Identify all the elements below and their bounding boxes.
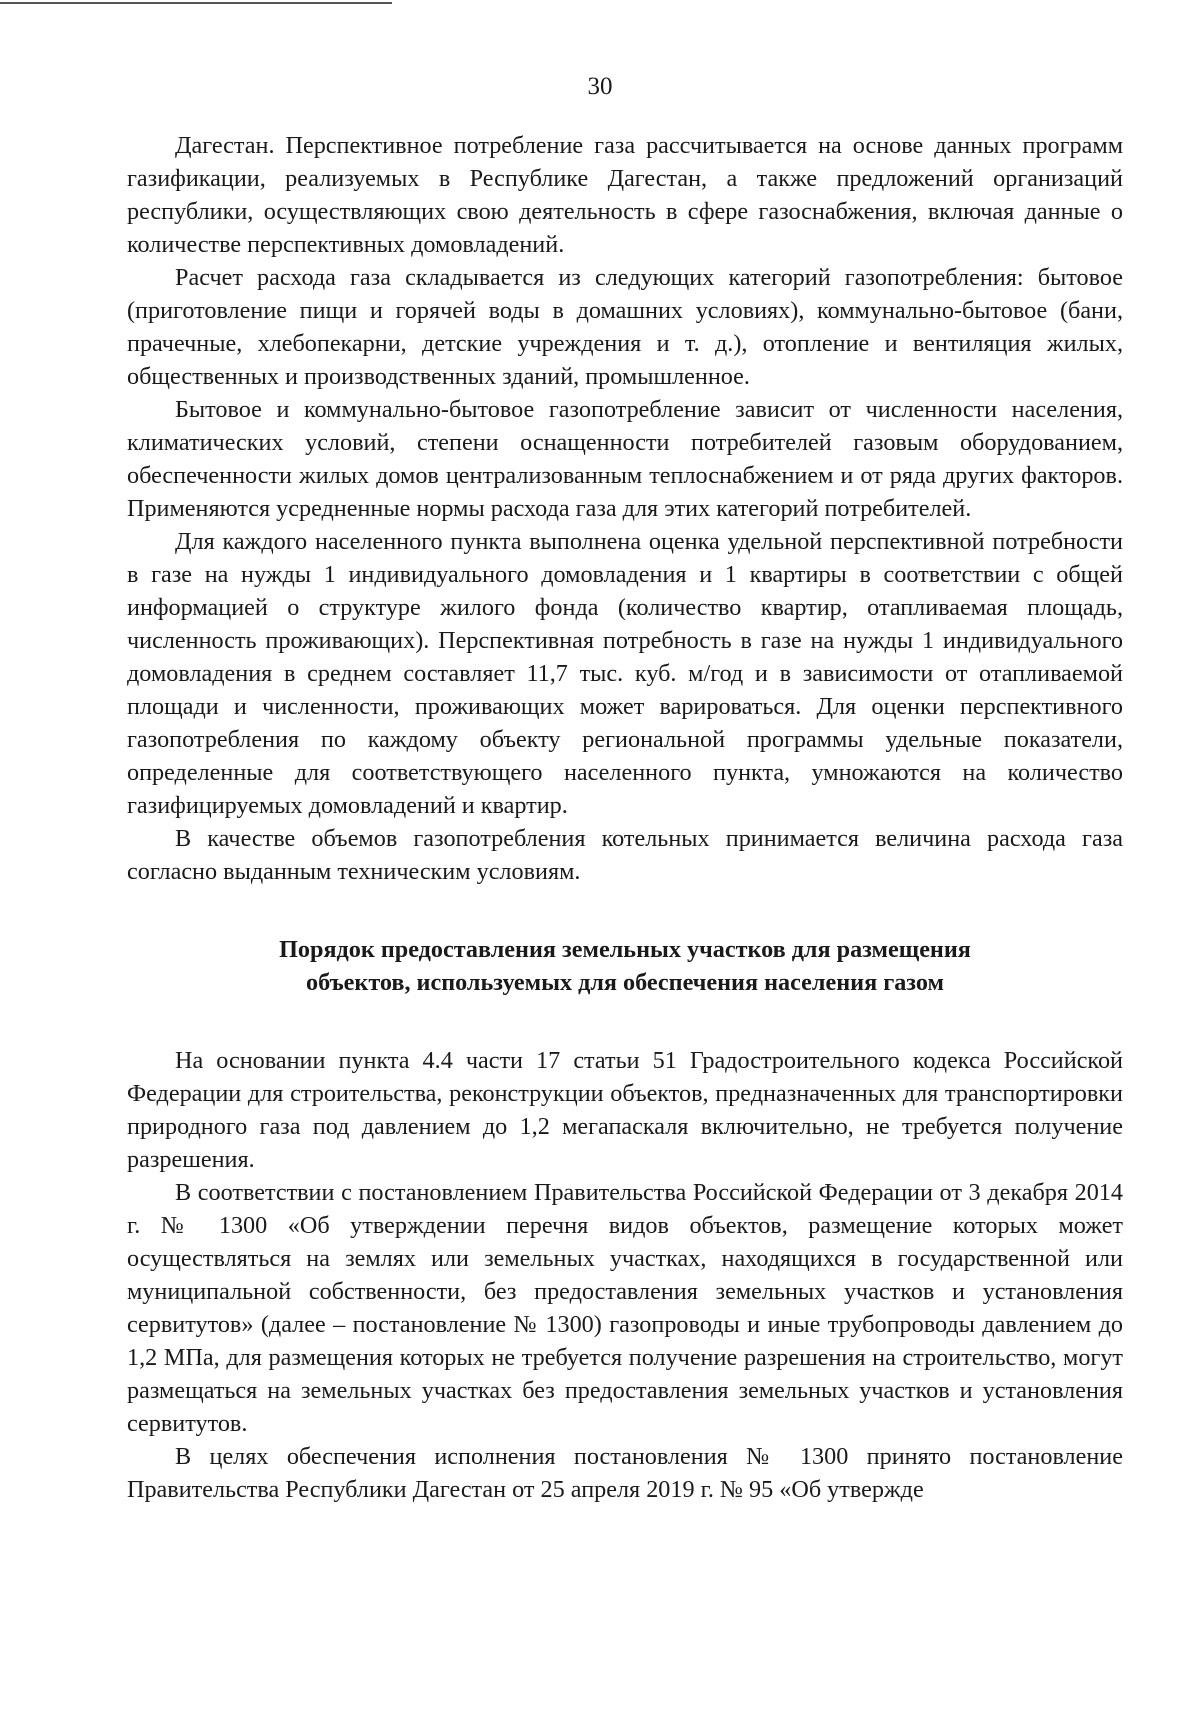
section-heading-line-1: Порядок предоставления земельных участков для размещения bbox=[279, 936, 971, 963]
section-heading bbox=[127, 933, 1123, 999]
paragraph-permit-exemption: На основании пункта 4.4 части 17 статьи 51 Градостроительного кодекса Российской Федерации для строительства, реконструкции объектов, предназначенных для транспортировки природного газа под давлением до 1,2 мегапаскаля включительно, не требуется получение разрешения. bbox=[127, 1047, 1123, 1173]
paragraph-boiler-consumption: В качестве объемов газопотребления котельных принимается величина расхода газа согласно выданным техническим условиям. bbox=[127, 825, 1123, 885]
scan-edge-line bbox=[0, 2, 392, 4]
paragraph-specific-demand: Для каждого населенного пункта выполнена оценка удельной перспективной потребности в газе на нужды 1 индивидуального домовладения и 1 квартиры в соответствии с общей информацией о структуре жилого фонда (количество квартир, отапливаемая площадь, численность проживающих). Перспективная потребность в газе на нужды 1 индивидуального домовладения в среднем составляет 11,7 тыс. куб. м/год и в зависимости от отапливаемой площади и численности, проживающих может варироваться. Для оценки перспективного газопотребления по каждому объекту региональной программы удельные показатели, определенные для соответствующего населенного пункта, умножаются на количество газифицируемых домовладений и квартир. bbox=[127, 528, 1123, 819]
paragraph-consumption-categories: Расчет расхода газа складывается из следующих категорий газопотребления: бытовое (приготовление пищи и горячей воды в домашних условиях), коммунально-бытовое (бани, прачечные, хлебопекарни, детские учреждения и т. д.), отопление и вентиляция жилых, общественных и производственных зданий, промышленное. bbox=[127, 264, 1123, 390]
paragraph-dagestan-decree-95: В целях обеспечения исполнения постановления № 1300 принято постановление Правительства Республики Дагестан от 25 апреля 2019 г. № 95 «Об утвержде bbox=[127, 1443, 1123, 1503]
paragraph-perspective-consumption: Дагестан. Перспективное потребление газа рассчитывается на основе данных программ газификации, реализуемых в Республике Дагестан, а также предложений организаций республики, осуществляющих свою деятельность в сфере газоснабжения, включая данные о количестве перспективных домовладений. bbox=[127, 132, 1123, 258]
page-number: 30 bbox=[587, 73, 613, 100]
section-heading-line-2: объектов, используемых для обеспечения населения газом bbox=[305, 969, 944, 996]
paragraph-government-decree-1300: В соответствии с постановлением Правительства Российской Федерации от 3 декабря 2014 г. № 1300 «Об утверждении перечня видов объектов, размещение которых может осуществляться на землях или земельных участках, находящихся в государственной или муниципальной собственности, без предоставления земельных участков и установления сервитутов» (далее – постановление № 1300) газопроводы и иные трубопроводы давлением до 1,2 МПа, для размещения которых не требуется получение разрешения на строительство, могут размещаться на земельных участках без предоставления земельных участков и установления сервитутов. bbox=[127, 1179, 1123, 1437]
paragraph-household-consumption: Бытовое и коммунально-бытовое газопотребление зависит от численности населения, климатических условий, степени оснащенности потребителей газовым оборудованием, обеспеченности жилых домов централизованным теплоснабжением и от ряда других факторов. Применяются усредненные нормы расхода газа для этих категорий потребителей. bbox=[127, 396, 1123, 522]
document-body bbox=[127, 129, 1123, 1506]
